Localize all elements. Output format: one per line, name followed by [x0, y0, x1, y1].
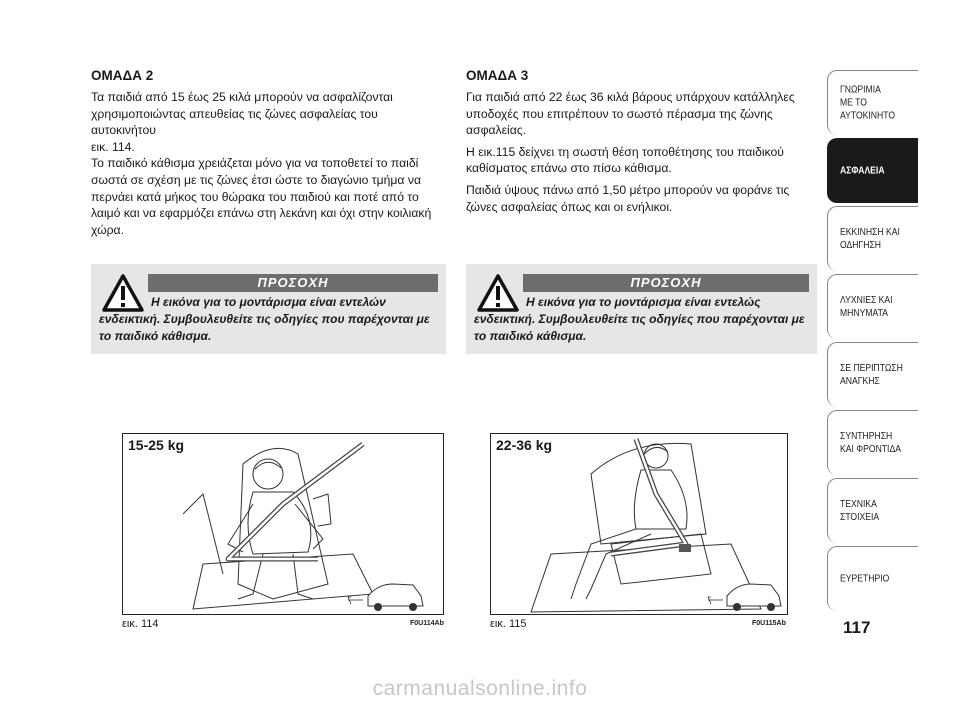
watermark: carmanualsonline.info	[372, 677, 588, 700]
figure-115	[490, 433, 788, 615]
paragraph: Τα παιδιά από 15 έως 25 κιλά μπορούν να ασφαλίζονται χρησιμοποιώντας απευθείας τις ζώνες ασφαλείας του αυτοκινήτου	[91, 90, 393, 138]
tab-label: ΣΕ ΠΕΡΙΠΤΩΣΗ ΑΝΑΓΚΗΣ	[840, 362, 903, 387]
section-heading-group-3: ΟΜΑΔΑ 3	[466, 68, 529, 83]
tab-index[interactable]	[827, 546, 918, 611]
figure-code: F0U115Ab	[752, 620, 786, 627]
paragraph: Το παιδικό κάθισμα χρειάζεται μόνο για να τοποθετεί το παιδί σωστά σε σχέση με τις ζώνες έτσι ώστε το διαγώνιο τμήμα να περνάει κατά μήκος του θώρακα του παιδιού και ποτέ από το λαιμό και να εφαρμόζει επάνω στη λεκάνη και όχι στην κοιλιακή χώρα.	[91, 156, 432, 237]
tab-label: ΑΣΦΑΛΕΙΑ	[840, 164, 885, 177]
right-column	[466, 68, 816, 220]
figure-caption: εικ. 114	[122, 618, 159, 630]
warning-text: Η εικόνα για το μοντάρισμα είναι εντελών ενδεικτική. Συμβουλευθείτε τις οδηγίες που παρέχονται με το παιδικό κάθισμα.	[99, 295, 430, 343]
tab-label: ΓΝΩΡΙΜΙΑ ΜΕ ΤΟ ΑΥΤΟΚΙΝΗΤΟ	[840, 83, 896, 122]
tab-label: ΕΥΡΕΤΗΡΙΟ	[840, 572, 890, 585]
chapter-tabs	[827, 70, 918, 614]
warning-title: ΠΡΟΣΟΧΗ	[523, 274, 809, 292]
paragraph: Παιδιά ύψους πάνω από 1,50 μέτρο μπορούν να φοράνε τις ζώνες ασφαλείας όπως και οι ενήλικοι.	[466, 182, 790, 214]
tab-getting-to-know-car[interactable]	[827, 70, 918, 135]
tab-warning-lights[interactable]	[827, 274, 918, 339]
warning-box	[91, 264, 446, 354]
tab-emergency[interactable]	[827, 342, 918, 407]
booster-seat-illustration	[491, 434, 787, 614]
warning-text: Η εικόνα για το μοντάρισμα είναι εντελώς ενδεικτική. Συμβουλευθείτε τις οδηγίες που παρέχονται με το παιδικό κάθισμα.	[474, 295, 805, 343]
paragraph: Η εικ.115 δείχνει τη σωστή θέση τοποθέτησης του παιδικού καθίσματος επάνω στο πίσω κάθισμα.	[466, 144, 784, 176]
figure-114	[122, 433, 444, 615]
weight-label: 15-25 kg	[128, 437, 185, 453]
child-seat-illustration	[123, 434, 443, 614]
left-column	[91, 68, 441, 243]
weight-label: 22-36 kg	[496, 437, 553, 453]
tab-technical-specs[interactable]	[827, 478, 918, 543]
car-orientation-icon	[708, 584, 781, 611]
figure-reference: εικ. 114.	[91, 139, 135, 154]
tab-safety[interactable]	[827, 138, 918, 203]
figure-code: F0U114Ab	[410, 620, 444, 627]
section-heading-group-2: ΟΜΑΔΑ 2	[91, 68, 154, 83]
page-number: 117	[843, 618, 871, 637]
tab-starting-driving[interactable]	[827, 206, 918, 271]
tab-maintenance[interactable]	[827, 410, 918, 475]
tab-label: ΤΕΧΝΙΚΑ ΣΤΟΙΧΕΙΑ	[840, 498, 880, 523]
tab-label: ΛΥΧΝΙΕΣ ΚΑΙ ΜΗΝΥΜΑΤΑ	[840, 294, 893, 319]
tab-label: ΕΚΚΙΝΗΣΗ ΚΑΙ ΟΔΗΓΗΣΗ	[840, 226, 900, 251]
tab-label: ΣΥΝΤΗΡΗΣΗ ΚΑΙ ΦΡΟΝΤΙΔΑ	[840, 430, 901, 455]
warning-box	[466, 264, 817, 354]
car-orientation-icon	[348, 584, 423, 611]
paragraph: Για παιδιά από 22 έως 36 κιλά βάρους υπάρχουν κατάλληλες υποδοχές που επιτρέπουν το σωστό πέρασμα της ζώνης ασφαλείας.	[466, 90, 795, 138]
figure-caption: εικ. 115	[490, 618, 527, 630]
warning-title: ΠΡΟΣΟΧΗ	[148, 274, 438, 292]
